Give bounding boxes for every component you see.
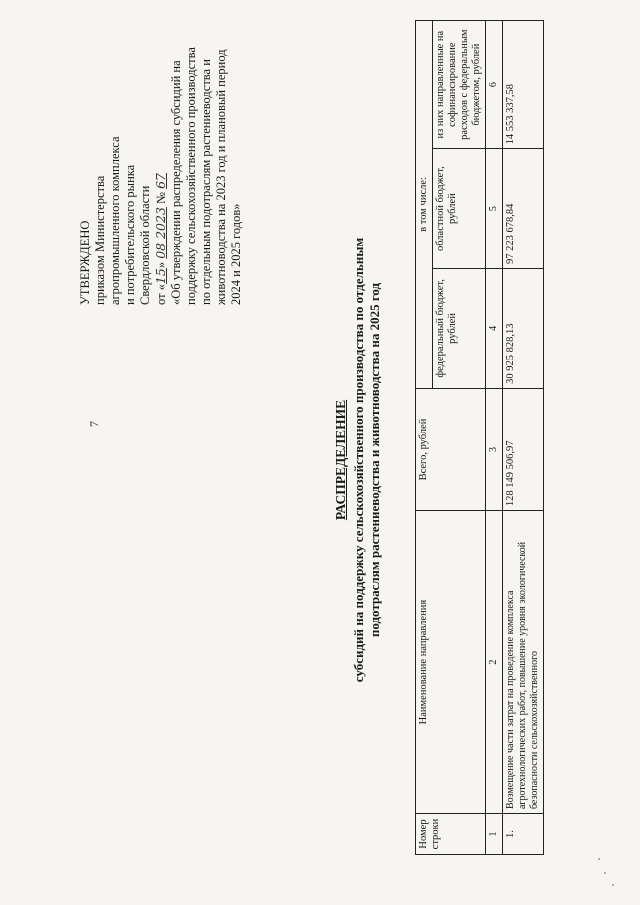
number-label: № xyxy=(154,192,168,204)
index-cell: 6 xyxy=(486,21,503,149)
approval-block xyxy=(78,40,244,305)
approval-date-line xyxy=(153,40,169,305)
distribution-table xyxy=(415,20,544,855)
document-title: РАСПРЕДЕЛЕНИЕ xyxy=(333,399,348,521)
approval-line: Свердловской области xyxy=(138,185,152,305)
scan-speck xyxy=(612,884,614,886)
row-number: 1. xyxy=(503,814,544,855)
header-row-number: Номер строки xyxy=(416,814,486,855)
date-month-year: 08 2023 xyxy=(153,207,168,259)
date-mid: » xyxy=(154,261,168,269)
table-row xyxy=(503,21,544,855)
header-regional: областной бюджет, рублей xyxy=(433,149,486,269)
row-cofinancing: 14 553 337,58 xyxy=(503,21,544,149)
header-total: Всего, рублей xyxy=(416,388,486,510)
index-cell: 2 xyxy=(486,511,503,814)
heading-block xyxy=(333,225,383,695)
order-number: 67 xyxy=(153,172,168,189)
approval-line: УТВЕРЖДЕНО xyxy=(78,220,92,305)
approval-line: приказом Министерства xyxy=(93,175,107,305)
row-federal: 30 925 828,13 xyxy=(503,268,544,388)
table-index-row xyxy=(486,21,503,855)
header-including: в том числе: xyxy=(416,21,433,389)
row-direction-name: Возмещение части затрат на проведение комплекса агротехнологических работ, повышение уровня экологической безопасности сельскохозяйственного xyxy=(503,511,544,814)
index-cell: 1 xyxy=(486,814,503,855)
scan-speck xyxy=(598,858,600,860)
header-direction-name: Наименование направления xyxy=(416,511,486,814)
table-header-row xyxy=(416,21,433,855)
document-subtitle: субсидий на поддержку сельскохозяйственного производства по отдельным подотраслям растениеводства и животноводства на 2025 год xyxy=(351,237,382,683)
index-cell: 5 xyxy=(486,149,503,269)
scan-speck xyxy=(604,872,606,874)
date-day: 15 xyxy=(153,268,168,285)
page-number: 7 xyxy=(87,421,101,427)
header-federal: федеральный бюджет, рублей xyxy=(433,268,486,388)
index-cell: 4 xyxy=(486,268,503,388)
index-cell: 3 xyxy=(486,388,503,510)
date-prefix: от « xyxy=(154,284,168,305)
approval-subject: «Об утверждении распределения субсидий на поддержку сельскохозяйственного производства по отдельным подотраслям растениеводства и животноводства на 2023 год и плановый период 2024 и 2025 годов» xyxy=(169,47,243,305)
header-cofinancing: из них направленные на софинансирование расходов с федеральным бюджетом, рублей xyxy=(433,21,486,149)
approval-line: и потребительского рынка xyxy=(123,164,137,305)
row-total: 128 149 506,97 xyxy=(503,388,544,510)
row-regional: 97 223 678,84 xyxy=(503,149,544,269)
approval-line: агропромышленного комплекса xyxy=(108,136,122,305)
